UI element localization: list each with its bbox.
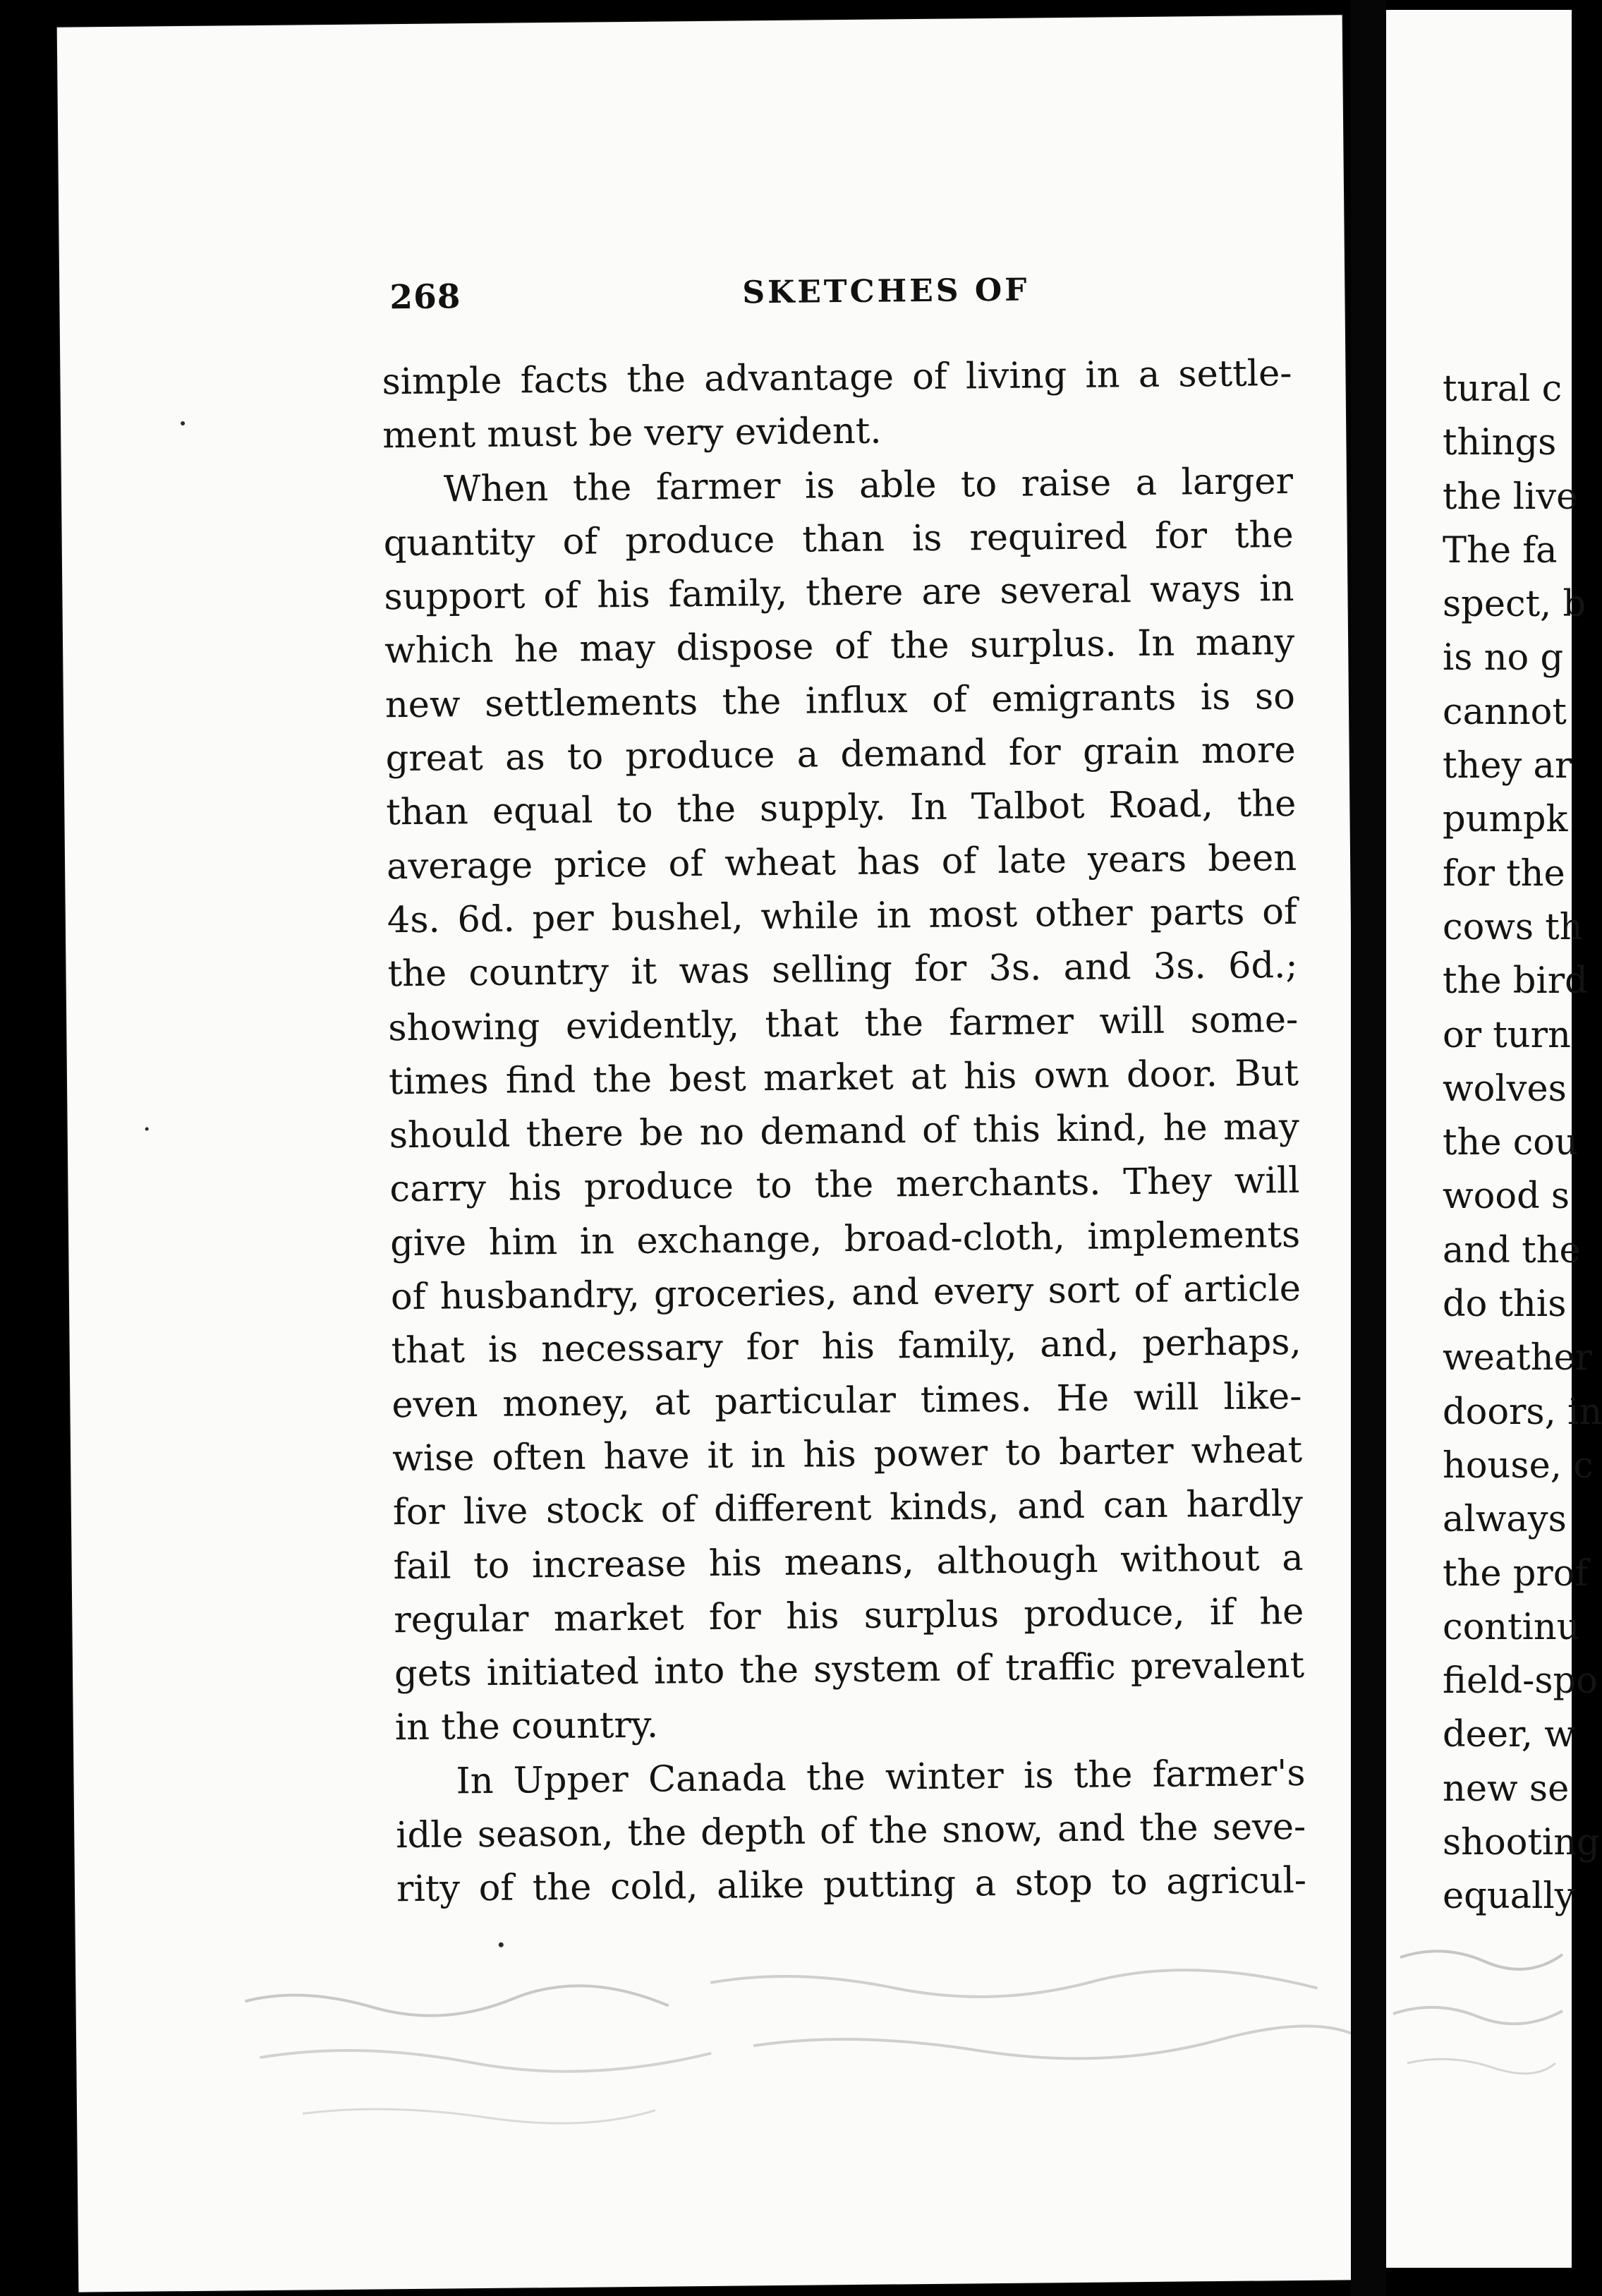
text-line: pumpk (1443, 799, 1568, 841)
text-line: is no g (1443, 637, 1564, 679)
ink-speck (145, 1128, 149, 1131)
faint-handwriting-marks (1386, 1929, 1572, 2113)
text-line: the prof (1443, 1552, 1589, 1595)
text-line: they ar (1443, 745, 1572, 787)
faint-handwriting-marks (217, 1947, 1418, 2185)
text-line: things (1443, 422, 1557, 464)
text-line: wolves (1443, 1068, 1567, 1110)
text-line: which he may dispose of the surplus. In many (384, 622, 1295, 672)
text-line: spect, b (1443, 584, 1586, 626)
text-line: shooting (1443, 1822, 1600, 1864)
text-line: great as to produce a demand for grain more (385, 729, 1296, 780)
text-line: even money, at particular times. He will like- (392, 1375, 1302, 1426)
text-line: carry his produce to the merchants. They will (389, 1160, 1300, 1211)
text-line: 4s. 6d. per bushel, while in most other parts of (387, 890, 1298, 942)
text-line: ment must be very evident. (382, 410, 882, 457)
text-line: the country it was selling for 3s. and 3s. 6d.; (387, 945, 1298, 996)
text-line: for the (1443, 852, 1565, 895)
text-line: the bird (1443, 960, 1588, 1003)
left-page (57, 15, 1364, 2292)
text-line: In Upper Canada the winter is the farmer's (456, 1752, 1306, 1803)
text-line: showing evidently, that the farmer will some- (388, 998, 1299, 1049)
text-line: the live (1443, 476, 1578, 518)
text-line: weather (1443, 1337, 1593, 1379)
text-line: for live stock of different kinds, and can hardly (392, 1483, 1304, 1534)
text-line: should there be no demand of this kind, he may (389, 1106, 1300, 1157)
text-line: idle season, the depth of the snow, and the seve- (396, 1806, 1306, 1857)
text-line: wise often have it in his power to barter wheat (392, 1429, 1303, 1480)
ink-speck (499, 1942, 504, 1947)
text-line: field-spo (1443, 1660, 1598, 1703)
right-page (1386, 10, 1602, 2268)
text-line: give him in exchange, broad-cloth, implements (389, 1214, 1301, 1265)
text-line: times find the best market at his own door. But (388, 1052, 1299, 1104)
page-number: 268 (389, 277, 461, 318)
text-line: rity of the cold, alike putting a stop to agricul- (396, 1860, 1307, 1911)
ink-speck (181, 421, 185, 425)
text-line: or turn (1443, 1014, 1571, 1056)
text-line: new se (1443, 1768, 1570, 1810)
body-text (382, 347, 1306, 1917)
text-line: cannot (1443, 691, 1567, 733)
text-line: new settlements the influx of emigrants is so (384, 675, 1296, 727)
text-line: tural c (1443, 368, 1562, 410)
text-line: The fa (1443, 529, 1558, 572)
text-line: and the (1443, 1229, 1581, 1271)
text-line: wood s (1443, 1176, 1570, 1218)
text-line: do this (1443, 1283, 1567, 1326)
running-head: SKETCHES OF (742, 272, 1030, 311)
text-line: house, c (1443, 1444, 1594, 1487)
text-line: doors, in (1443, 1391, 1602, 1433)
text-line: quantity of produce than is required for the (383, 514, 1294, 565)
text-line: support of his family, there are several ways in (384, 568, 1294, 619)
book-gutter (1351, 0, 1386, 2296)
text-line: cows th (1443, 906, 1583, 948)
text-line: regular market for his surplus produce, if he (394, 1590, 1304, 1642)
text-line: fail to increase his means, although without a (393, 1537, 1304, 1588)
text-line: deer, w (1443, 1714, 1575, 1756)
text-line: equally (1443, 1875, 1575, 1918)
text-line: in the country. (394, 1705, 659, 1749)
page-header (389, 263, 1096, 327)
text-line: When the farmer is able to raise a larger (443, 460, 1294, 511)
text-line: average price of wheat has of late years been (386, 837, 1297, 888)
text-line: continu (1443, 1606, 1580, 1648)
text-line: gets initiated into the system of traffic prevalent (394, 1644, 1305, 1696)
text-line: the cou (1443, 1122, 1578, 1164)
text-line: that is necessary for his family, and, perhaps, (391, 1322, 1301, 1372)
text-line: than equal to the supply. In Talbot Road, the (386, 783, 1297, 834)
text-line: of husbandry, groceries, and every sort of article (390, 1267, 1301, 1319)
text-line: always (1443, 1499, 1567, 1541)
right-page-text (1443, 363, 1602, 1924)
text-line: simple facts the advantage of living in a settle- (382, 352, 1292, 404)
